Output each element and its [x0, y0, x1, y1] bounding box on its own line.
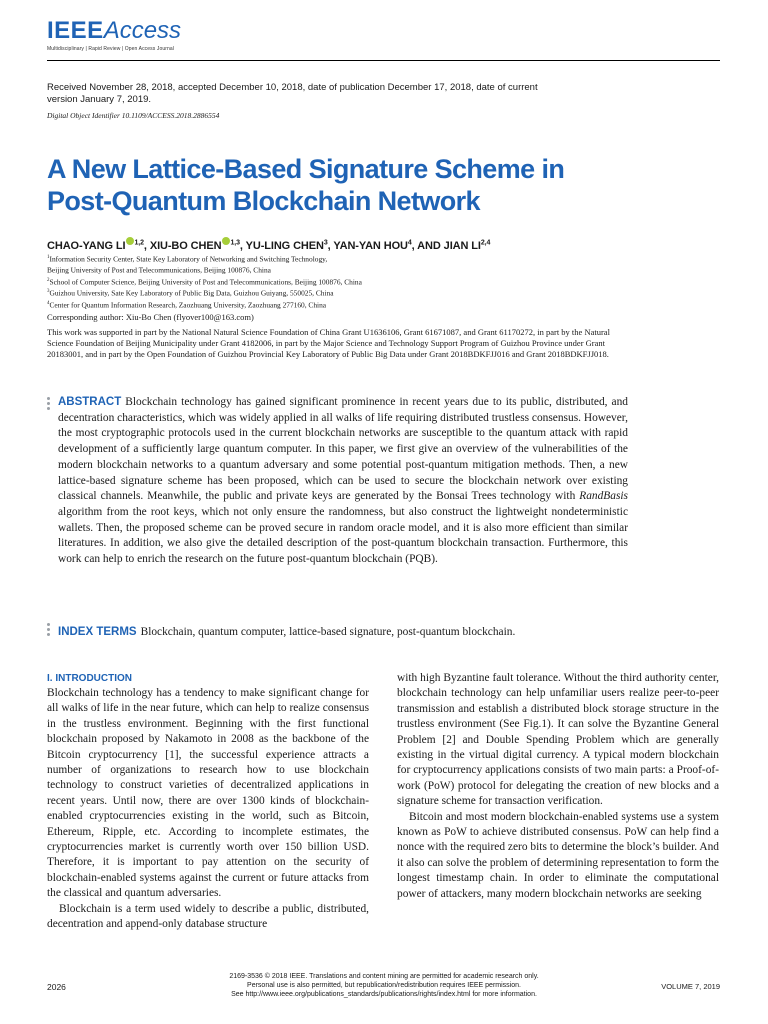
index-terms-text: Blockchain, quantum computer, lattice-based signature, post-quantum blockchain.	[140, 626, 516, 638]
affiliation-number: 2	[47, 277, 50, 283]
abstract-italic: RandBasis	[579, 490, 628, 503]
author-separator: , AND	[411, 240, 444, 252]
index-terms-label: INDEX TERMS	[58, 626, 137, 638]
header-divider	[47, 60, 720, 61]
abstract	[58, 395, 628, 568]
logo-italic: Access	[103, 17, 182, 44]
paper-title	[47, 153, 687, 217]
right-column	[397, 671, 719, 902]
logo-tagline: Multidisciplinary | Rapid Review | Open Access Journal	[47, 46, 174, 52]
abstract-text-1: Blockchain technology has gained significant prominence in recent years due to its public, distributed, and decentration characteristics, which was widely applied in all walks of life requiring distributed trustless consensus. However, the most cryptographic protocols used in the current blockchain networks are susceptible to the quantum attack with rapid development of a sufficiently large quantum computer. In this paper, we first give an overview of the vulnerabilities of the modern blockchain networks to a quantum adversary and some potential post-quantum mitigation methods. Then, a new lattice-based signature scheme has been proposed, which can be used to secure the blockchain network over existing classical channels. Meanwhile, the public and private keys are generated by the Bonsai Trees technology with	[58, 396, 628, 503]
doi: Digital Object Identifier 10.1109/ACCESS.2018.2886554	[47, 111, 220, 120]
affiliation-number: 3	[47, 289, 50, 295]
affiliation-text: Beijing University of Post and Telecommunications, Beijing 100876, China	[47, 265, 271, 275]
page-number: 2026	[47, 982, 66, 992]
affiliation-text: Information Security Center, State Key Laboratory of Networking and Switching Technology,	[49, 254, 328, 264]
affiliation-line	[47, 264, 687, 275]
funding-statement: This work was supported in part by the National Natural Science Foundation of China Grant U1636106, Grant 61671087, and Grant 61170272, in part by the Natural Science Foundation of Beijing Municipality under Grant 4182006, in part by the Major Science and Technology Support Program of Guizhou Province under Grant 20183001, and in part by the Open Foundation of Guizhou Provincial Key Laboratory of Public Big Data under Grant 2018BDKFJJ016 and Grant 2018BDKFJJ018.	[47, 327, 610, 360]
title-line-2: Post-Quantum Blockchain Network	[47, 186, 480, 216]
author-affiliation-number: 2,4	[480, 239, 491, 247]
journal-logo	[47, 18, 181, 52]
volume-info: VOLUME 7, 2019	[661, 982, 720, 991]
paragraph: Blockchain technology has a tendency to make significant change for all walks of life in the near future, which can help to realize consensus in the trustless environment. Beginning with the first functional blockchain proposed by Nakamoto in 2008 as the backbone of the Bitcoin cryptocurrency [1], the successful experience attracts a number of organizations to research how to use blockchain technology to construct varieties of decentralized applications in recent years. Until now, there are over 1300 kinds of blockchain-enabled cryptocurrencies existing in the world, such as Bitcoin, Ethereum, Ripple, etc. According to incomplete estimates, the cryptocurrencies market is currently worth over 150 billion USD. Therefore, it is important to pay attention on the security of blockchain-enabled systems against the current or future attacks from the classical and quantum adversaries.	[47, 687, 369, 900]
author-list	[47, 237, 490, 252]
affiliation-text: Center for Quantum Information Research, Zaozhuang University, Zaozhuang 277160, China	[49, 300, 327, 310]
author-separator: ,	[327, 240, 334, 252]
author-affiliation-number: 1,3	[230, 239, 240, 247]
author-name: JIAN LI	[443, 240, 481, 252]
author-affiliation-number: 3	[323, 239, 328, 247]
received-dates: Received November 28, 2018, accepted December 10, 2018, date of publication December 17, 2018, date of current version January 7, 2019.	[47, 82, 538, 105]
corresponding-author: Corresponding author: Xiu-Bo Chen (flyover100@163.com)	[47, 312, 254, 322]
section-heading: I. INTRODUCTION	[47, 673, 132, 684]
paragraph: Blockchain is a term used widely to describe a public, distributed, decentration and append-only database structure	[47, 902, 369, 931]
author-name: XIU-BO CHEN	[149, 240, 222, 252]
affiliation-line	[47, 299, 687, 310]
affiliation-line	[47, 287, 687, 298]
abstract-text-2: algorithm from the root keys, which not only ensure the randomness, but also construct the lightweight nondeterministic wallets. Then, the proposed scheme can be proved secure in random oracle model, and it is also more efficient than similar literatures. In addition, we also give the detailed description of the post-quantum blockchain transaction. Furthermore, this work can help to enrich the research on the future post-quantum blockchain (PQB).	[58, 505, 628, 566]
abstract-label: ABSTRACT	[58, 396, 122, 408]
author-separator: ,	[239, 240, 246, 252]
author-name: YAN-YAN HOU	[333, 240, 408, 252]
author-name: YU-LING CHEN	[245, 240, 324, 252]
author-name: CHAO-YANG LI	[47, 240, 126, 252]
affiliation-number: 1	[47, 255, 50, 260]
left-column	[47, 671, 369, 933]
abstract-marker-icon	[47, 397, 50, 412]
title-line-1: A New Lattice-Based Signature Scheme in	[47, 154, 565, 184]
copyright-line-2: Personal use is also permitted, but republication/redistribution requires IEEE permission.	[247, 982, 521, 989]
logo-bold: IEEE	[47, 17, 104, 44]
author-affiliation-number: 4	[407, 239, 412, 247]
author-affiliation-number: 1,2	[134, 239, 144, 247]
index-terms-marker-icon	[47, 623, 50, 638]
index-terms	[58, 625, 658, 640]
paragraph: with high Byzantine fault tolerance. Without the third authority center, blockchain technology can help unfamiliar users realize peer-to-peer transmission and establish a distributed block storage structure in the trustless environment (See Fig.1). It can solve the Byzantine General Problem [2] and Double Spending Problem which are generally existing in the virtual digital currency. A typical modern blockchain for cryptocurrency applications consists of two main parts: a Proof-of-work (PoW) protocol for delegating the creation of new blocks and a signature scheme for transaction verification.	[397, 672, 719, 808]
copyright-notice	[184, 972, 584, 999]
affiliation-number: 4	[47, 300, 50, 306]
paragraph: Bitcoin and most modern blockchain-enabled systems use a system known as PoW to achieve distributed consensus. PoW can help find a nonce with the required zero bits to determine the block’s builder. And it also can solve the problem of determining representation to form the longest timestamp chain. In order to eliminate the computational power of attackers, many modern blockchain networks are seeking	[397, 810, 719, 900]
affiliation-text: School of Computer Science, Beijing University of Post and Telecommunications, Beijing 100876, China	[49, 277, 362, 287]
affiliation-text: Guizhou University, Sate Key Laboratory of Public Big Data, Guizhou Guiyang, 550025, China	[49, 288, 334, 298]
affiliation-line	[47, 253, 687, 264]
affiliations	[47, 253, 687, 310]
copyright-line-3: See http://www.ieee.org/publications_standards/publications/rights/index.html for more information.	[231, 991, 537, 998]
author-separator: ,	[143, 240, 150, 252]
affiliation-line	[47, 276, 687, 287]
copyright-line-1: 2169-3536 © 2018 IEEE. Translations and content mining are permitted for academic research only.	[229, 973, 539, 980]
